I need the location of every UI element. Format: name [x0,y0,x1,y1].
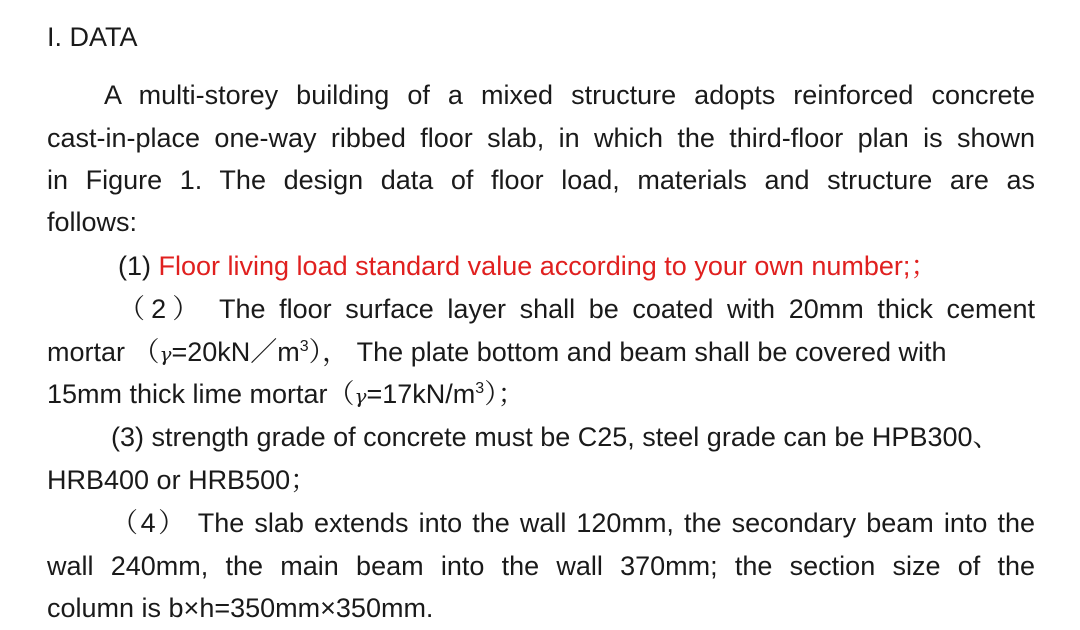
gamma-symbol-2: γ [354,384,367,408]
item-1-text: Floor living load standard value according to your own number; [158,251,911,281]
section-heading: I. DATA [47,22,138,52]
item-3-line-1: (3) strength grade of concrete must be C25, steel grade can be HPB300、 [111,422,1000,452]
intro-line-4: follows: [47,207,138,237]
item-2-line-1: （2） The floor surface layer shall be coated with 20mm thick cement [118,294,1035,324]
item-2-text-e: =17kN/m [366,379,476,409]
item-2-text-f: ）； [484,379,525,409]
intro-line-2: cast-in-place one-way ribbed floor slab, in which the third-floor plan is shown [47,123,1035,153]
item-1-number: (1) [118,251,151,281]
item-4-line-2: wall 240mm, the main beam into the wall 370mm; the section size of the [47,551,1035,581]
item-2-text-c: ）， The plate bottom and beam shall be covered with [308,337,947,367]
superscript-3: 3 [299,338,309,355]
item-2-line-3 [47,377,1035,413]
intro-line-3: in Figure 1. The design data of floor load, materials and structure are as [47,165,1035,195]
item-4-line-3: column is b×h=350mm×350mm. [47,593,434,623]
item-2-line-2 [47,335,1035,371]
item-2-text-d: 15mm thick lime mortar（ [47,379,355,409]
gamma-symbol: γ [159,342,172,366]
item-1-tail: ； [910,251,938,281]
item-3-line-2: HRB400 or HRB500； [47,465,318,495]
superscript-3-b: 3 [475,380,485,397]
item-2-text-a: mortar （ [47,337,160,367]
item-1 [118,249,937,283]
item-4-line-1: （4） The slab extends into the wall 120mm, the secondary beam into the [111,508,1035,538]
intro-line-1: A multi-storey building of a mixed structure adopts reinforced concrete [104,80,1035,110]
item-2-text-b: =20kN／m [171,337,300,367]
